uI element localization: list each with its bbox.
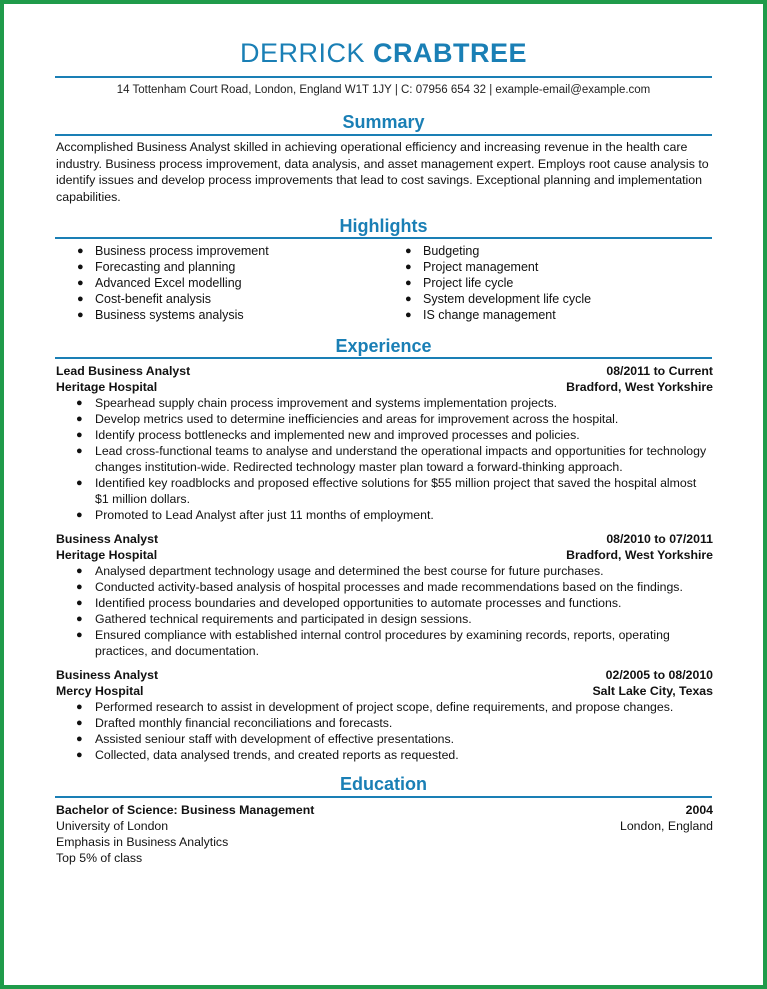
bullet-icon: ● [405,293,412,305]
duty-item: ● Performed research to assist in development of project scope, define requirements, and propose changes. [76,700,674,714]
job-dates: 08/2011 to Current [606,364,713,378]
highlight-item: ● Forecasting and planning [77,260,236,274]
bullet-icon: ● [77,277,84,289]
school: University of London [56,819,169,833]
bullet-icon: ● [76,413,83,425]
job-role: Business Analyst [56,532,159,546]
contact-line: 14 Tottenham Court Road, London, England W1T 1JY | C: 07956 654 32 | example-email@example.com [116,84,651,96]
highlight-item: ● Cost-benefit analysis [77,292,212,306]
first-name: DERRICK [239,38,365,68]
duty-item: ● Ensured compliance with established internal control procedures by examining records, reports, operating practices, and documentation. [76,628,670,658]
job-company: Heritage Hospital [56,548,158,562]
duty-item: ● Identified process boundaries and developed opportunities to automate processes and functions. [76,596,622,610]
summary-text: Accomplished Business Analyst skilled in achieving operational efficiency and increasing revenue in the health care industry. Business process improvement, data analysis, and asset management expert. Employs root cause analysis to identify issues and develop process improvements that lead to cost savings. Exceptional planning and implementation capabilities. [56,140,709,204]
highlight-item: ● IS change management [405,308,556,322]
last-name: CRABTREE [373,38,528,68]
job-location: Bradford, West Yorkshire [566,380,713,394]
job-dates: 02/2005 to 08/2010 [605,668,713,682]
bullet-icon: ● [405,309,412,321]
job-role: Business Analyst [56,668,159,682]
highlight-item: ● Business process improvement [77,244,269,258]
bullet-icon: ● [77,245,84,257]
duty-item: ● Analysed department technology usage and determined the best course for future purchases. [76,564,604,578]
bullet-icon: ● [405,277,412,289]
job-location: Bradford, West Yorkshire [566,548,713,562]
honors: Top 5% of class [56,851,143,865]
duty-item: ● Lead cross-functional teams to analyse and understand the operational impacts and opportunities for technology changes institution-wide. Redirected technology master plan toward a forward-thinking approach. [76,444,707,474]
bullet-icon: ● [77,309,84,321]
highlight-item: ● Project management [405,260,539,274]
job-dates: 08/2010 to 07/2011 [606,532,713,546]
duty-item: ● Promoted to Lead Analyst after just 11 months of employment. [76,508,434,522]
job-company: Heritage Hospital [56,380,158,394]
duty-item: ● Drafted monthly financial reconciliations and forecasts. [76,716,393,730]
highlight-item: ● Project life cycle [405,276,514,290]
education-heading: Education [339,774,427,794]
school-location: London, England [620,819,713,833]
degree: Bachelor of Science: Business Management [56,803,315,817]
bullet-icon: ● [76,629,83,641]
duty-item: ● Identified key roadblocks and proposed effective solutions for $55 million project that saved the hospital almost $1 million dollars. [76,476,697,506]
bullet-icon: ● [76,397,83,409]
bullet-icon: ● [76,597,83,609]
bullet-icon: ● [76,717,83,729]
highlight-item: ● System development life cycle [405,292,592,306]
bullet-icon: ● [405,245,412,257]
job-company: Mercy Hospital [56,684,144,698]
emphasis: Emphasis in Business Analytics [56,835,229,849]
duty-item: ● Develop metrics used to determine inefficiencies and areas for improvement across the hospital. [76,412,619,426]
duty-item: ● Collected, data analysed trends, and created reports as requested. [76,748,459,762]
duty-item: ● Identify process bottlenecks and implemented new and improved processes and policies. [76,428,580,442]
bullet-icon: ● [77,261,84,273]
summary-heading: Summary [342,112,425,132]
job-role: Lead Business Analyst [56,364,191,378]
bullet-icon: ● [76,613,83,625]
bullet-icon: ● [76,581,83,593]
duty-item: ● Spearhead supply chain process improvement and systems implementation projects. [76,396,558,410]
bullet-icon: ● [76,429,83,441]
experience-heading: Experience [335,336,432,356]
graduation-year: 2004 [685,803,713,817]
bullet-icon: ● [76,509,83,521]
highlight-item: ● Advanced Excel modelling [77,276,242,290]
duty-item: ● Conducted activity-based analysis of hospital processes and made recommendations based on the findings. [76,580,683,594]
highlight-item: ● Business systems analysis [77,308,244,322]
bullet-icon: ● [76,701,83,713]
bullet-icon: ● [77,293,84,305]
bullet-icon: ● [405,261,412,273]
bullet-icon: ● [76,733,83,745]
bullet-icon: ● [76,565,83,577]
bullet-icon: ● [76,477,83,489]
highlights-heading: Highlights [339,216,428,236]
highlight-item: ● Budgeting [405,244,480,258]
duty-item: ● Assisted seniour staff with development of effective presentations. [76,732,455,746]
job-location: Salt Lake City, Texas [592,684,713,698]
bullet-icon: ● [76,445,83,457]
duty-item: ● Gathered technical requirements and participated in design sessions. [76,612,472,626]
bullet-icon: ● [76,749,83,761]
